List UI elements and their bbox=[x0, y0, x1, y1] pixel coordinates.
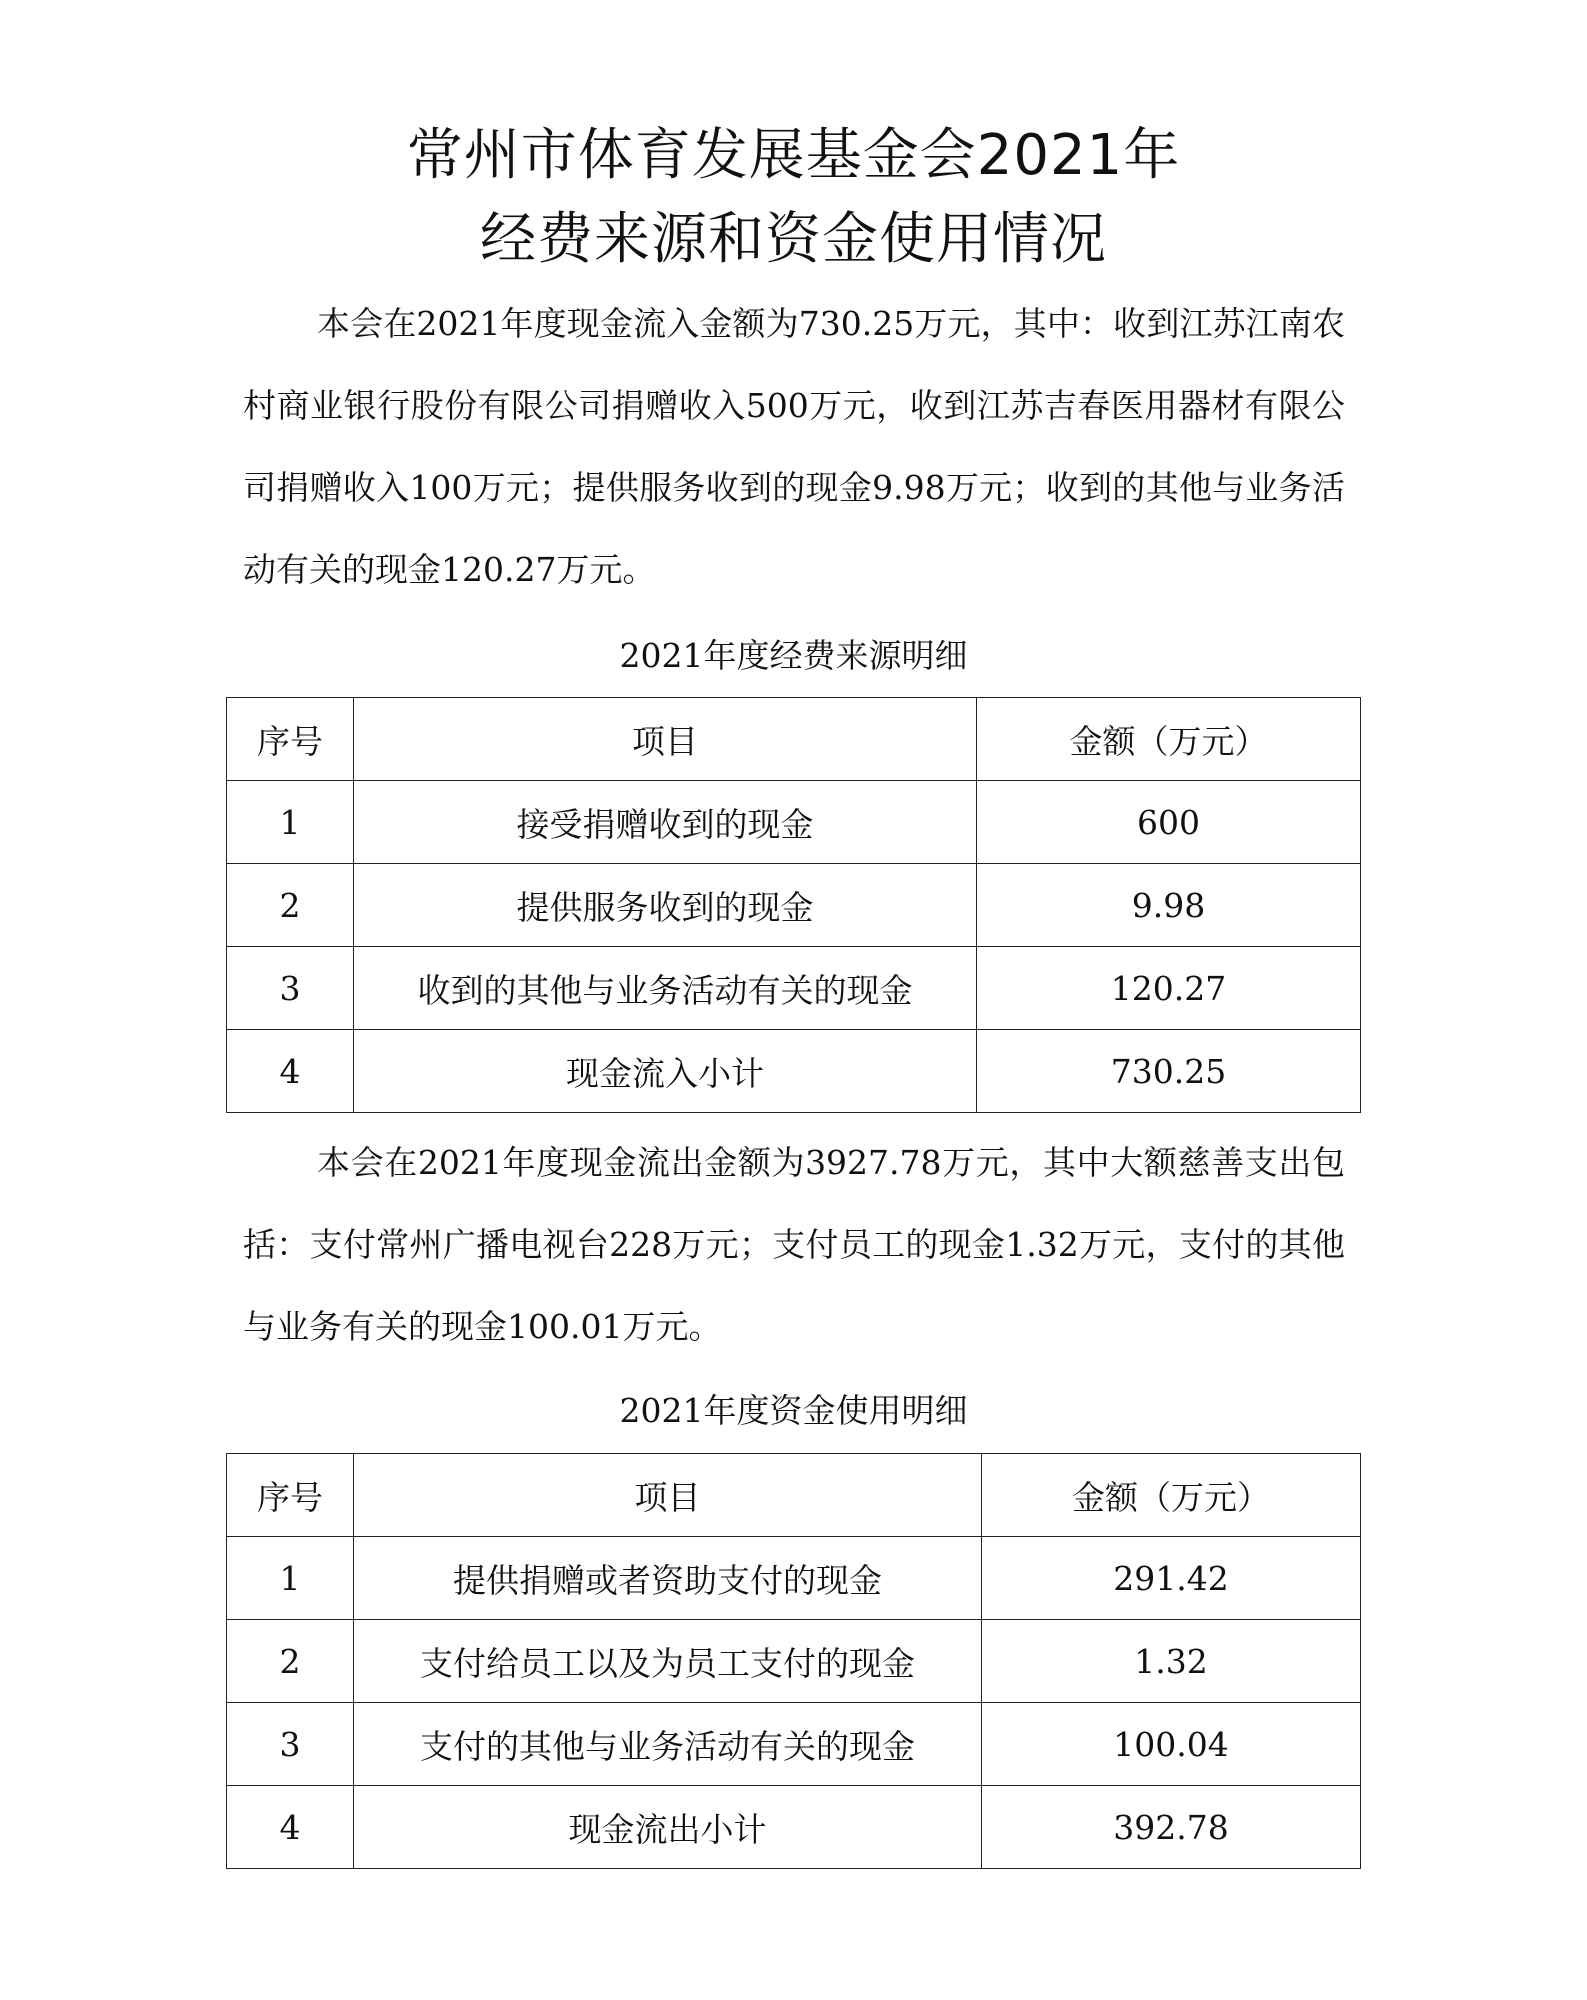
row-item-cell: 现金流入小计 bbox=[354, 1030, 977, 1113]
row-index-cell: 2 bbox=[227, 864, 354, 947]
income-table bbox=[226, 697, 1361, 1113]
row-amount-cell: 600 bbox=[977, 781, 1361, 864]
table-row bbox=[227, 864, 1361, 947]
table-header-row bbox=[227, 698, 1361, 781]
row-index-cell: 4 bbox=[227, 1786, 354, 1869]
expense-summary-paragraph: 本会在2021年度现金流出金额为3927.78万元，其中大额慈善支出包括：支付常州广播电视台228万元；支付员工的现金1.32万元，支付的其他与业务有关的现金100.01万元。 bbox=[243, 1143, 1345, 1346]
document-title-line2: 经费来源和资金使用情况 bbox=[480, 207, 1107, 272]
table-row bbox=[227, 781, 1361, 864]
header-cell-amount: 金额（万元） bbox=[977, 698, 1361, 781]
income-summary-paragraph: 本会在2021年度现金流入金额为730.25万元，其中：收到江苏江南农村商业银行股份有限公司捐赠收入500万元，收到江苏吉春医用器材有限公司捐赠收入100万元；提供服务收到的现金9.98万元；收到的其他与业务活动有关的现金120.27万元。 bbox=[243, 304, 1345, 589]
row-index-cell: 3 bbox=[227, 947, 354, 1030]
row-item-cell: 提供服务收到的现金 bbox=[354, 864, 977, 947]
header-cell-item: 项目 bbox=[354, 1454, 982, 1537]
row-item-cell: 接受捐赠收到的现金 bbox=[354, 781, 977, 864]
row-item-cell: 收到的其他与业务活动有关的现金 bbox=[354, 947, 977, 1030]
header-cell-index: 序号 bbox=[227, 698, 354, 781]
table-header-row bbox=[227, 1454, 1361, 1537]
row-item-cell: 提供捐赠或者资助支付的现金 bbox=[354, 1537, 982, 1620]
table-row bbox=[227, 1537, 1361, 1620]
row-index-cell: 4 bbox=[227, 1030, 354, 1113]
expense-table bbox=[226, 1453, 1361, 1869]
row-amount-cell: 730.25 bbox=[977, 1030, 1361, 1113]
row-item-cell: 支付的其他与业务活动有关的现金 bbox=[354, 1703, 982, 1786]
row-amount-cell: 9.98 bbox=[977, 864, 1361, 947]
table-row bbox=[227, 1030, 1361, 1113]
table-row bbox=[227, 1786, 1361, 1869]
row-amount-cell: 392.78 bbox=[982, 1786, 1361, 1869]
row-index-cell: 1 bbox=[227, 1537, 354, 1620]
table-row bbox=[227, 947, 1361, 1030]
header-cell-index: 序号 bbox=[227, 1454, 354, 1537]
row-index-cell: 2 bbox=[227, 1620, 354, 1703]
header-cell-amount: 金额（万元） bbox=[982, 1454, 1361, 1537]
table-row bbox=[227, 1703, 1361, 1786]
row-amount-cell: 291.42 bbox=[982, 1537, 1361, 1620]
income-table-caption: 2021年度经费来源明细 bbox=[619, 636, 968, 675]
row-index-cell: 3 bbox=[227, 1703, 354, 1786]
header-cell-item: 项目 bbox=[354, 698, 977, 781]
row-item-cell: 现金流出小计 bbox=[354, 1786, 982, 1869]
row-amount-cell: 120.27 bbox=[977, 947, 1361, 1030]
document-title-line1: 常州市体育发展基金会2021年 bbox=[406, 123, 1181, 188]
row-amount-cell: 1.32 bbox=[982, 1620, 1361, 1703]
row-amount-cell: 100.04 bbox=[982, 1703, 1361, 1786]
row-index-cell: 1 bbox=[227, 781, 354, 864]
expense-table-caption: 2021年度资金使用明细 bbox=[619, 1391, 968, 1430]
row-item-cell: 支付给员工以及为员工支付的现金 bbox=[354, 1620, 982, 1703]
table-row bbox=[227, 1620, 1361, 1703]
